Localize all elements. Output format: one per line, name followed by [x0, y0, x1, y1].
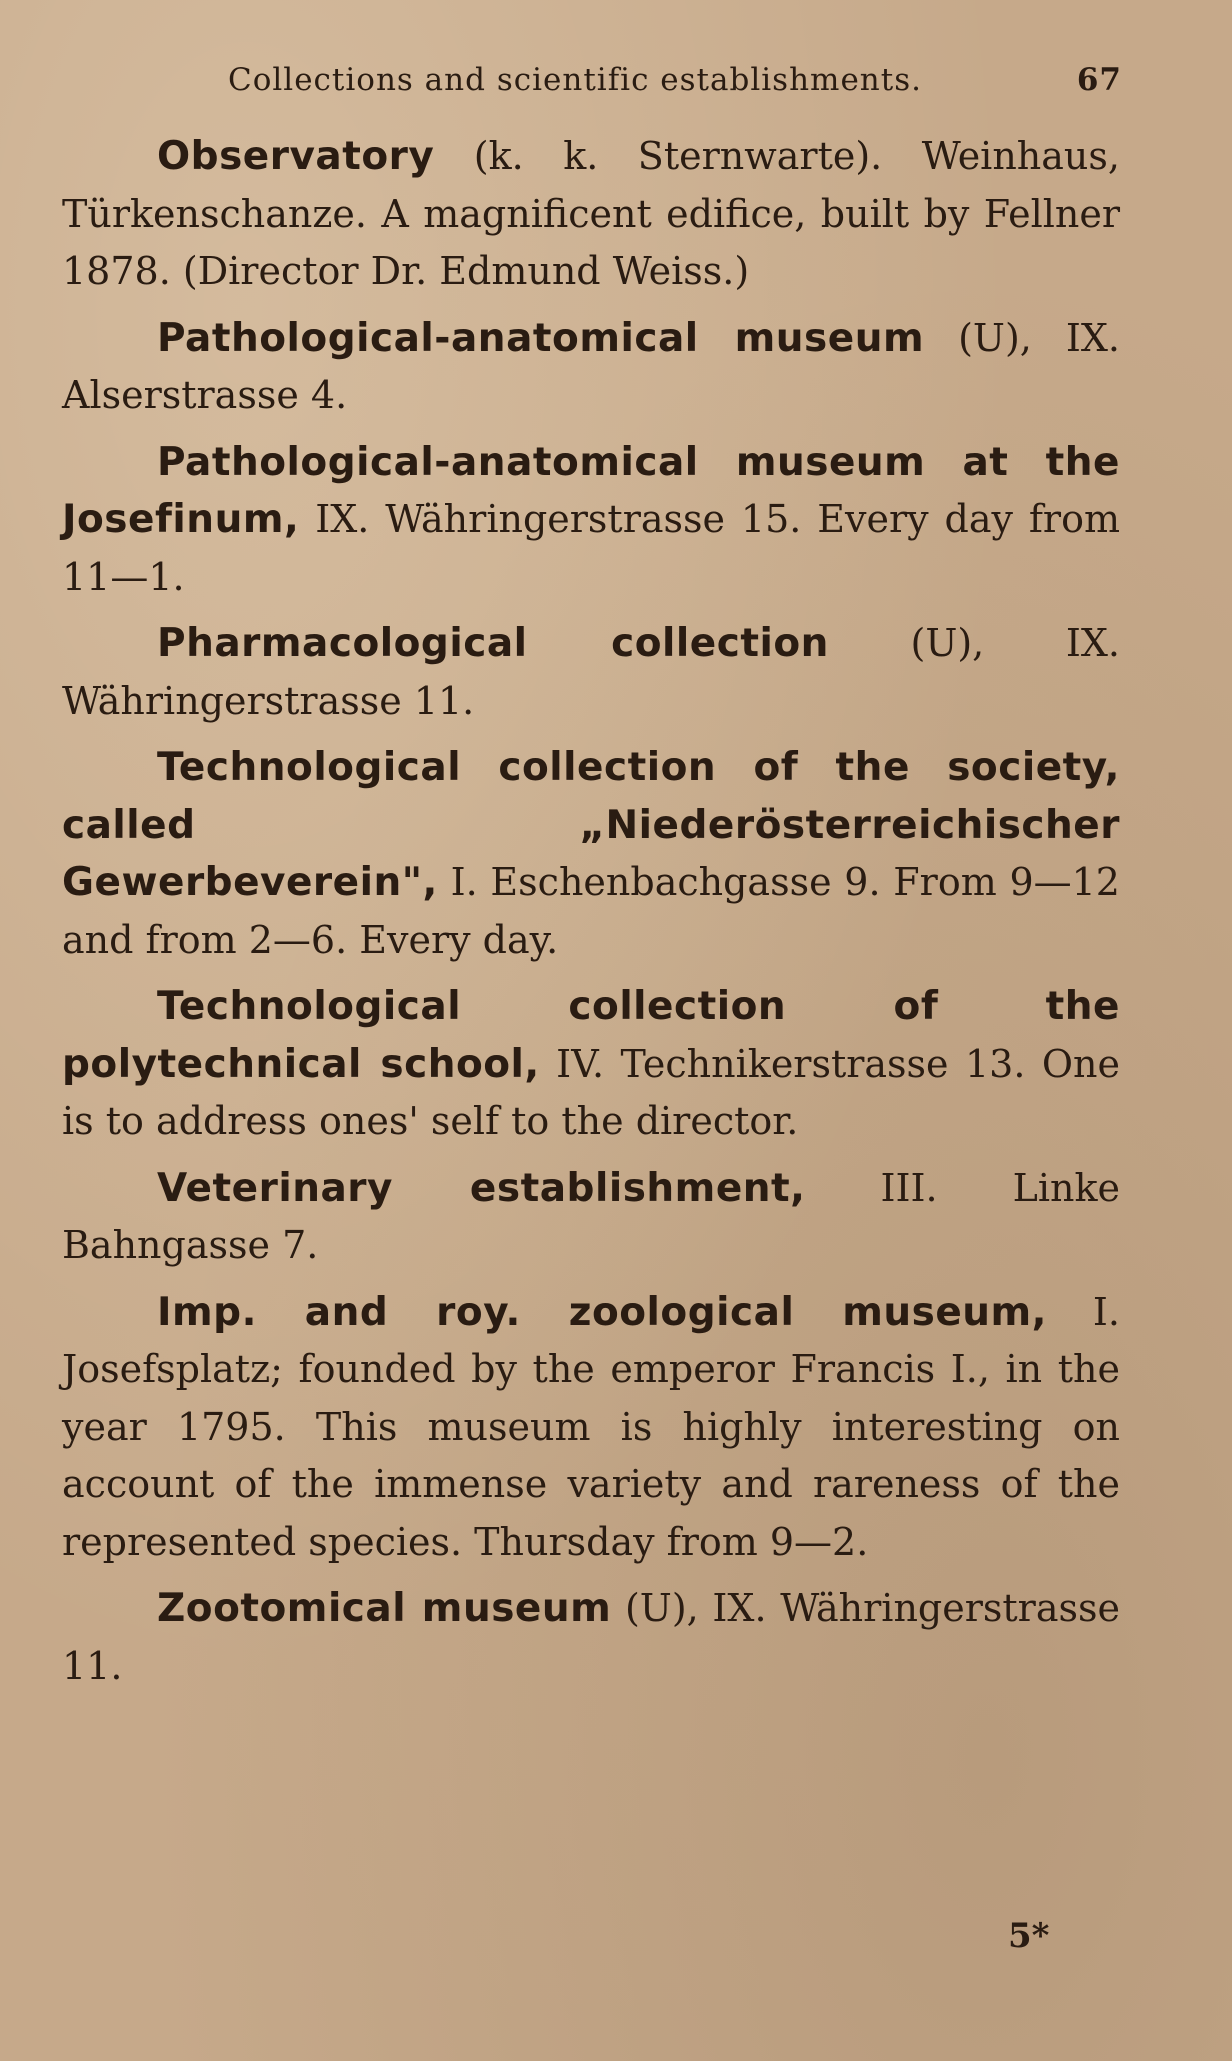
entry-heading: Imp. and roy. zoological museum,: [157, 1289, 1047, 1335]
entry-text: IX. Währingerstrasse 15. Every day from 11—1.: [62, 497, 1120, 599]
entry-pharmacological-collection: [62, 615, 1120, 730]
entry-heading: Technological collection of the polytechnical school,: [62, 984, 1120, 1087]
entry-text: IV. Technikerstrasse 13. One is to address ones' self to the director.: [62, 1041, 1120, 1143]
entry-josefinum-museum: [62, 434, 1120, 607]
entry-text: (k. k. Sternwarte). Weinhaus, Türkenschanze. A magnificent edifice, built by Fellner 1878. (Director Dr. Edmund Weiss.): [62, 134, 1120, 293]
entry-text: I. Eschenbachgasse 9. From 9—12 and from 2—6. Every day.: [62, 860, 1120, 962]
entry-heading: Observatory: [157, 134, 435, 179]
entry-technological-polytechnical: [62, 978, 1120, 1151]
page-body: [62, 128, 1120, 1704]
entry-zootomical-museum: [62, 1580, 1120, 1695]
running-head: [62, 62, 1122, 102]
entry-text: I. Josefsplatz; founded by the emperor Francis I., in the year 1795. This museum is highly interesting on account of the immense variety and rareness of the represented species. Thursday from 9—2.: [62, 1289, 1120, 1564]
entry-heading: Veterinary establishment,: [157, 1165, 806, 1211]
entry-heading: Pathological-anatomical museum at the Josefinum,: [62, 439, 1120, 542]
entry-pathological-museum: [62, 310, 1120, 425]
entry-heading: Pathological-anatomical museum: [157, 315, 925, 361]
entry-zoological-museum: [62, 1284, 1120, 1572]
entry-observatory: [62, 128, 1120, 301]
entry-heading: Technological collection of the society, called „Niederösterreichischer Gewerbeverein",: [62, 745, 1120, 905]
entry-veterinary: [62, 1160, 1120, 1275]
entry-heading: Zootomical museum: [157, 1586, 612, 1631]
page-number: 67: [1076, 62, 1122, 98]
entry-text: III. Linke Bahngasse 7.: [62, 1165, 1120, 1267]
entry-text: (U), IX. Währingerstrasse 11.: [62, 1586, 1120, 1688]
entry-heading: Pharmacological collection: [157, 621, 829, 666]
entry-text: (U), IX. Alserstrasse 4.: [62, 315, 1120, 417]
running-title: Collections and scientific establishments.: [228, 62, 922, 98]
entry-technological-society: [62, 739, 1120, 969]
signature-mark: 5*: [1008, 1916, 1050, 1956]
entry-text: (U), IX. Währingerstrasse 11.: [62, 621, 1120, 723]
